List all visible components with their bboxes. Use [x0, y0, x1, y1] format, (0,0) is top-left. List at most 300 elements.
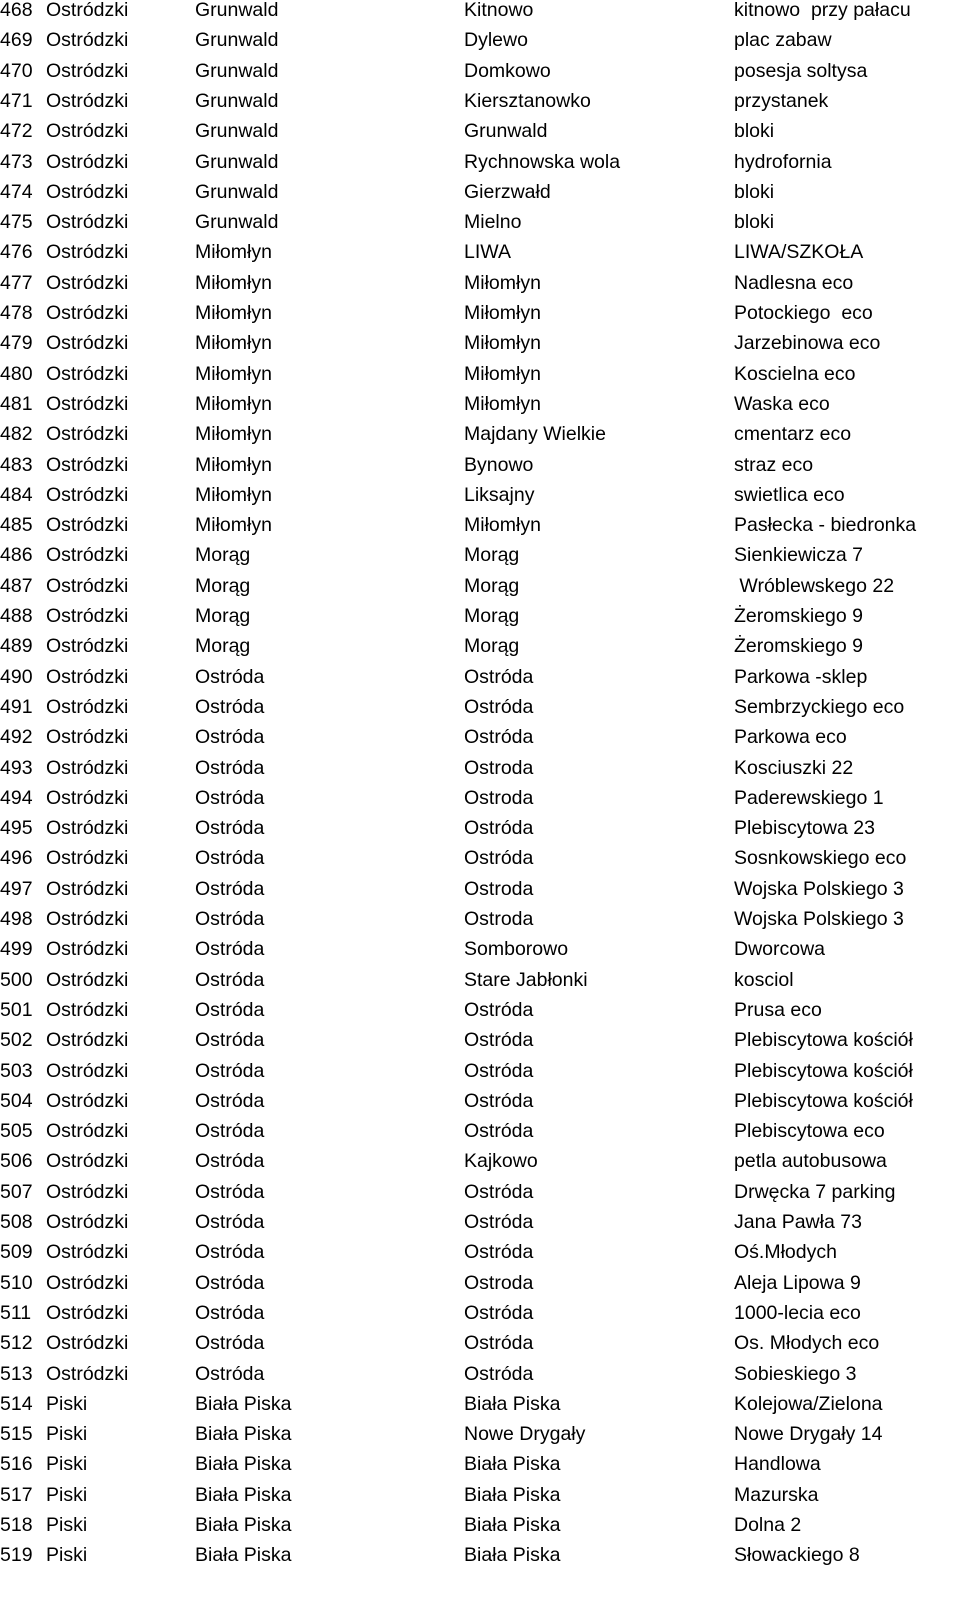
powiat-cell: Piski [46, 1453, 88, 1476]
gmina-cell: Ostróda [195, 786, 265, 809]
powiat-cell: Ostródzki [46, 817, 129, 840]
location-cell: Jarzebinowa eco [734, 332, 881, 355]
row-number: 482 [0, 423, 33, 446]
location-cell: Plebiscytowa kościół [734, 1089, 913, 1112]
powiat-cell: Ostródzki [46, 1089, 129, 1112]
location-cell: Wojska Polskiego 3 [734, 908, 904, 930]
locality-cell: Ostróda [464, 1029, 534, 1052]
row-number: 511 [0, 1301, 32, 1324]
locality-cell: LIWA [464, 241, 511, 264]
table-row [0, 1540, 960, 1570]
locality-cell: Ostróda [464, 1362, 534, 1385]
row-number: 500 [0, 968, 33, 991]
locality-cell: Miłomłyn [464, 302, 541, 324]
row-number: 506 [0, 1150, 33, 1173]
table-row [0, 1116, 960, 1146]
gmina-cell: Biała Piska [195, 1483, 292, 1506]
powiat-cell: Ostródzki [46, 726, 129, 749]
powiat-cell: Piski [46, 1483, 88, 1506]
location-cell: Parkowa -sklep [734, 665, 868, 688]
gmina-cell: Miłomłyn [195, 362, 272, 385]
row-number: 487 [0, 574, 33, 597]
gmina-cell: Ostróda [195, 1332, 265, 1355]
row-number: 519 [0, 1544, 33, 1567]
row-number: 486 [0, 544, 33, 567]
location-cell: petla autobusowa [734, 1150, 887, 1173]
locality-cell: Nowe Drygały [464, 1423, 586, 1446]
table-row [0, 1328, 960, 1358]
locality-cell: Ostróda [464, 998, 534, 1021]
row-number: 479 [0, 332, 33, 355]
location-cell: Prusa eco [734, 998, 822, 1021]
row-number: 509 [0, 1241, 33, 1264]
powiat-cell: Ostródzki [46, 908, 129, 930]
row-number: 491 [0, 695, 33, 718]
table-row [0, 1086, 960, 1116]
powiat-cell: Ostródzki [46, 423, 129, 446]
locality-cell: Ostroda [464, 908, 534, 930]
gmina-cell: Ostróda [195, 1120, 265, 1143]
table-row [0, 1510, 960, 1540]
location-cell: Plebiscytowa kościół [734, 1059, 913, 1082]
table-row [0, 328, 960, 358]
row-number: 477 [0, 271, 33, 294]
locality-cell: Somborowo [464, 938, 569, 961]
row-number: 475 [0, 211, 33, 234]
locality-cell: Miłomłyn [464, 362, 541, 385]
row-number: 516 [0, 1453, 33, 1476]
gmina-cell: Grunwald [195, 89, 279, 112]
row-number: 518 [0, 1514, 33, 1536]
locality-cell: Morąg [464, 635, 520, 658]
powiat-cell: Ostródzki [46, 1120, 129, 1143]
locality-cell: Ostróda [464, 1120, 534, 1143]
powiat-cell: Ostródzki [46, 1362, 129, 1385]
table-row [0, 601, 960, 631]
powiat-cell: Ostródzki [46, 241, 129, 264]
row-number: 468 [0, 0, 33, 21]
gmina-cell: Ostróda [195, 998, 265, 1021]
location-cell: Słowackiego 8 [734, 1544, 860, 1567]
powiat-cell: Ostródzki [46, 120, 129, 143]
location-cell: Os. Młodych eco [734, 1332, 880, 1355]
location-cell: cmentarz eco [734, 423, 852, 446]
table-row [0, 1237, 960, 1267]
powiat-cell: Ostródzki [46, 332, 129, 355]
powiat-cell: Ostródzki [46, 483, 129, 506]
locality-cell: Biała Piska [464, 1483, 561, 1506]
powiat-cell: Ostródzki [46, 635, 129, 658]
powiat-cell: Ostródzki [46, 211, 129, 234]
table-row [0, 237, 960, 267]
row-number: 510 [0, 1271, 33, 1294]
row-number: 489 [0, 635, 33, 658]
gmina-cell: Miłomłyn [195, 271, 272, 294]
powiat-cell: Ostródzki [46, 59, 129, 82]
powiat-cell: Ostródzki [46, 392, 129, 415]
gmina-cell: Grunwald [195, 211, 279, 234]
powiat-cell: Ostródzki [46, 605, 129, 627]
table-row [0, 965, 960, 995]
gmina-cell: Grunwald [195, 120, 279, 143]
locality-cell: Domkowo [464, 59, 551, 82]
powiat-cell: Ostródzki [46, 1211, 129, 1233]
powiat-cell: Ostródzki [46, 514, 129, 537]
location-cell: Kolejowa/Zielona [734, 1392, 883, 1415]
gmina-cell: Miłomłyn [195, 423, 272, 446]
row-number: 474 [0, 180, 33, 203]
table-row [0, 56, 960, 86]
row-number: 515 [0, 1423, 33, 1446]
locality-cell: Ostróda [464, 1059, 534, 1082]
table-row [0, 540, 960, 570]
locality-cell: Morąg [464, 544, 520, 567]
table-row [0, 692, 960, 722]
gmina-cell: Biała Piska [195, 1514, 292, 1536]
table-row [0, 450, 960, 480]
location-cell: Żeromskiego 9 [734, 605, 863, 627]
table-row [0, 86, 960, 116]
row-number: 480 [0, 362, 33, 385]
gmina-cell: Miłomłyn [195, 332, 272, 355]
location-cell: Plebiscytowa eco [734, 1120, 885, 1143]
powiat-cell: Ostródzki [46, 29, 129, 52]
locality-cell: Ostróda [464, 726, 534, 749]
table-row [0, 298, 960, 328]
locality-cell: Ostróda [464, 847, 534, 870]
powiat-cell: Ostródzki [46, 1271, 129, 1294]
table-row [0, 1298, 960, 1328]
powiat-cell: Ostródzki [46, 998, 129, 1021]
table-row [0, 389, 960, 419]
locality-cell: Miłomłyn [464, 514, 541, 537]
table-row [0, 571, 960, 601]
gmina-cell: Ostróda [195, 847, 265, 870]
location-cell: LIWA/SZKOŁA [734, 241, 864, 264]
location-cell: Wróblewskego 22 [734, 574, 895, 597]
row-number: 494 [0, 786, 33, 809]
table-row [0, 510, 960, 540]
powiat-cell: Ostródzki [46, 89, 129, 112]
table-row [0, 753, 960, 783]
locality-cell: Kajkowo [464, 1150, 538, 1173]
location-cell: Parkowa eco [734, 726, 847, 749]
powiat-cell: Ostródzki [46, 665, 129, 688]
location-cell: swietlica eco [734, 483, 845, 506]
gmina-cell: Biała Piska [195, 1544, 292, 1567]
powiat-cell: Ostródzki [46, 180, 129, 203]
location-cell: Jana Pawła 73 [734, 1211, 862, 1233]
powiat-cell: Ostródzki [46, 695, 129, 718]
powiat-cell: Ostródzki [46, 968, 129, 991]
gmina-cell: Ostróda [195, 817, 265, 840]
table-row [0, 480, 960, 510]
locality-cell: Morąg [464, 574, 520, 597]
location-cell: przystanek [734, 89, 829, 112]
gmina-cell: Ostróda [195, 1059, 265, 1082]
powiat-cell: Ostródzki [46, 1150, 129, 1173]
row-number: 513 [0, 1362, 33, 1385]
locality-cell: Ostróda [464, 1332, 534, 1355]
location-cell: Koscielna eco [734, 362, 856, 385]
gmina-cell: Miłomłyn [195, 302, 272, 324]
location-cell: Sembrzyckiego eco [734, 695, 905, 718]
table-row [0, 1480, 960, 1510]
gmina-cell: Ostróda [195, 877, 265, 900]
powiat-cell: Ostródzki [46, 271, 129, 294]
powiat-cell: Ostródzki [46, 1241, 129, 1264]
gmina-cell: Ostróda [195, 938, 265, 961]
row-number: 497 [0, 877, 33, 900]
row-number: 517 [0, 1483, 33, 1506]
location-cell: Żeromskiego 9 [734, 635, 863, 658]
gmina-cell: Ostróda [195, 1362, 265, 1385]
location-cell: Plebiscytowa kościół [734, 1029, 913, 1052]
location-cell: Mazurska [734, 1483, 819, 1506]
table-row [0, 1449, 960, 1479]
location-cell: posesja soltysa [734, 59, 868, 82]
table-row [0, 934, 960, 964]
gmina-cell: Miłomłyn [195, 514, 272, 537]
location-cell: Dworcowa [734, 938, 826, 961]
gmina-cell: Miłomłyn [195, 483, 272, 506]
row-number: 471 [0, 89, 33, 112]
locality-cell: Ostroda [464, 756, 534, 779]
table-row [0, 1146, 960, 1176]
locality-cell: Mielno [464, 211, 522, 234]
row-number: 484 [0, 483, 33, 506]
gmina-cell: Grunwald [195, 0, 279, 21]
row-number: 507 [0, 1180, 33, 1203]
gmina-cell: Ostróda [195, 695, 265, 718]
table-row [0, 207, 960, 237]
table-row [0, 177, 960, 207]
table-row [0, 116, 960, 146]
locality-cell: Biała Piska [464, 1453, 561, 1476]
powiat-cell: Ostródzki [46, 938, 129, 961]
location-cell: Sosnkowskiego eco [734, 847, 907, 870]
table-row [0, 1419, 960, 1449]
row-number: 472 [0, 120, 33, 143]
location-cell: Sobieskiego 3 [734, 1362, 857, 1385]
table-row [0, 1056, 960, 1086]
powiat-cell: Ostródzki [46, 362, 129, 385]
row-number: 478 [0, 302, 33, 324]
locality-cell: Ostróda [464, 665, 534, 688]
gmina-cell: Ostróda [195, 1211, 265, 1233]
row-number: 498 [0, 908, 33, 930]
powiat-cell: Ostródzki [46, 1059, 129, 1082]
gmina-cell: Miłomłyn [195, 453, 272, 476]
location-cell: Nowe Drygały 14 [734, 1423, 883, 1446]
powiat-cell: Ostródzki [46, 1301, 129, 1324]
locality-cell: Ostróda [464, 1089, 534, 1112]
location-cell: Paderewskiego 1 [734, 786, 884, 809]
powiat-cell: Piski [46, 1514, 88, 1536]
powiat-cell: Ostródzki [46, 847, 129, 870]
locality-cell: Kiersztanowko [464, 89, 591, 112]
powiat-cell: Piski [46, 1392, 88, 1415]
gmina-cell: Morąg [195, 544, 251, 567]
row-number: 469 [0, 29, 33, 52]
location-cell: Kosciuszki 22 [734, 756, 854, 779]
locality-cell: Miłomłyn [464, 271, 541, 294]
table-row [0, 268, 960, 298]
row-number: 488 [0, 605, 33, 627]
locality-cell: Dylewo [464, 29, 528, 52]
row-number: 492 [0, 726, 33, 749]
locality-cell: Stare Jabłonki [464, 968, 588, 991]
locality-cell: Bynowo [464, 453, 534, 476]
powiat-cell: Ostródzki [46, 150, 129, 173]
table-row [0, 995, 960, 1025]
location-cell: bloki [734, 120, 775, 143]
table-row [0, 662, 960, 692]
table-row [0, 631, 960, 661]
gmina-cell: Grunwald [195, 29, 279, 52]
row-number: 483 [0, 453, 33, 476]
row-number: 514 [0, 1392, 33, 1415]
gmina-cell: Ostróda [195, 1180, 265, 1203]
gmina-cell: Ostróda [195, 726, 265, 749]
gmina-cell: Grunwald [195, 59, 279, 82]
locality-cell: Morąg [464, 605, 520, 627]
row-number: 499 [0, 938, 33, 961]
table-row [0, 1268, 960, 1298]
table-row [0, 359, 960, 389]
gmina-cell: Biała Piska [195, 1423, 292, 1446]
powiat-cell: Piski [46, 1423, 88, 1446]
location-cell: Drwęcka 7 parking [734, 1180, 896, 1203]
row-number: 476 [0, 241, 33, 264]
gmina-cell: Ostróda [195, 1029, 265, 1052]
location-cell: 1000-lecia eco [734, 1301, 861, 1324]
gmina-cell: Grunwald [195, 180, 279, 203]
table-row [0, 1389, 960, 1419]
location-cell: kosciol [734, 968, 794, 991]
table-row [0, 147, 960, 177]
gmina-cell: Grunwald [195, 150, 279, 173]
powiat-cell: Ostródzki [46, 1332, 129, 1355]
location-cell: Plebiscytowa 23 [734, 817, 875, 840]
location-cell: bloki [734, 211, 775, 234]
locality-cell: Kitnowo [464, 0, 534, 21]
gmina-cell: Morąg [195, 574, 251, 597]
locality-cell: Ostróda [464, 1241, 534, 1264]
gmina-cell: Ostróda [195, 756, 265, 779]
row-number: 502 [0, 1029, 33, 1052]
powiat-cell: Piski [46, 1544, 88, 1567]
table-row [0, 813, 960, 843]
table-row [0, 783, 960, 813]
gmina-cell: Biała Piska [195, 1392, 292, 1415]
locality-cell: Ostroda [464, 877, 534, 900]
row-number: 503 [0, 1059, 33, 1082]
location-cell: Aleja Lipowa 9 [734, 1271, 861, 1294]
location-cell: plac zabaw [734, 29, 832, 52]
row-number: 485 [0, 514, 33, 537]
gmina-cell: Ostróda [195, 1241, 265, 1264]
gmina-cell: Morąg [195, 635, 251, 658]
table-row [0, 904, 960, 934]
locality-cell: Ostróda [464, 817, 534, 840]
powiat-cell: Ostródzki [46, 0, 129, 21]
table-row [0, 1359, 960, 1389]
locality-cell: Ostroda [464, 786, 534, 809]
row-number: 512 [0, 1332, 33, 1355]
row-number: 473 [0, 150, 33, 173]
row-number: 504 [0, 1089, 33, 1112]
location-cell: straz eco [734, 453, 814, 476]
location-cell: Dolna 2 [734, 1514, 802, 1536]
gmina-cell: Ostróda [195, 1150, 265, 1173]
locality-cell: Miłomłyn [464, 332, 541, 355]
table-row [0, 25, 960, 55]
locality-cell: Biała Piska [464, 1544, 561, 1567]
gmina-cell: Ostróda [195, 1301, 265, 1324]
powiat-cell: Ostródzki [46, 1180, 129, 1203]
gmina-cell: Ostróda [195, 908, 265, 930]
locality-cell: Ostróda [464, 695, 534, 718]
table-row [0, 419, 960, 449]
row-number: 481 [0, 392, 33, 415]
locality-cell: Ostróda [464, 1211, 534, 1233]
location-cell: Waska eco [734, 392, 830, 415]
location-cell: hydrofornia [734, 150, 832, 173]
locality-cell: Biała Piska [464, 1514, 561, 1536]
gmina-cell: Ostróda [195, 1089, 265, 1112]
row-number: 493 [0, 756, 33, 779]
powiat-cell: Ostródzki [46, 786, 129, 809]
table-row [0, 0, 960, 25]
location-cell: Sienkiewicza 7 [734, 544, 863, 567]
locality-cell: Ostroda [464, 1271, 534, 1294]
row-number: 490 [0, 665, 33, 688]
table-row [0, 1207, 960, 1237]
gmina-cell: Miłomłyn [195, 241, 272, 264]
row-number: 495 [0, 817, 33, 840]
row-number: 501 [0, 998, 33, 1021]
table-row [0, 1177, 960, 1207]
table-row [0, 874, 960, 904]
table-row [0, 1025, 960, 1055]
location-cell: bloki [734, 180, 775, 203]
powiat-cell: Ostródzki [46, 877, 129, 900]
gmina-cell: Ostróda [195, 1271, 265, 1294]
locality-cell: Grunwald [464, 120, 548, 143]
location-cell: Wojska Polskiego 3 [734, 877, 904, 900]
location-cell: Potockiego eco [734, 302, 873, 324]
locality-cell: Biała Piska [464, 1392, 561, 1415]
gmina-cell: Morąg [195, 605, 251, 627]
gmina-cell: Miłomłyn [195, 392, 272, 415]
powiat-cell: Ostródzki [46, 544, 129, 567]
locality-cell: Gierzwałd [464, 180, 551, 203]
locality-cell: Majdany Wielkie [464, 423, 606, 446]
gmina-cell: Ostróda [195, 968, 265, 991]
row-number: 470 [0, 59, 33, 82]
location-cell: Nadlesna eco [734, 271, 854, 294]
location-cell: Oś.Młodych [734, 1241, 837, 1264]
powiat-cell: Ostródzki [46, 453, 129, 476]
powiat-cell: Ostródzki [46, 756, 129, 779]
row-number: 496 [0, 847, 33, 870]
row-number: 508 [0, 1211, 33, 1233]
powiat-cell: Ostródzki [46, 1029, 129, 1052]
powiat-cell: Ostródzki [46, 574, 129, 597]
location-cell: kitnowo przy pałacu [734, 0, 911, 21]
table-row [0, 722, 960, 752]
